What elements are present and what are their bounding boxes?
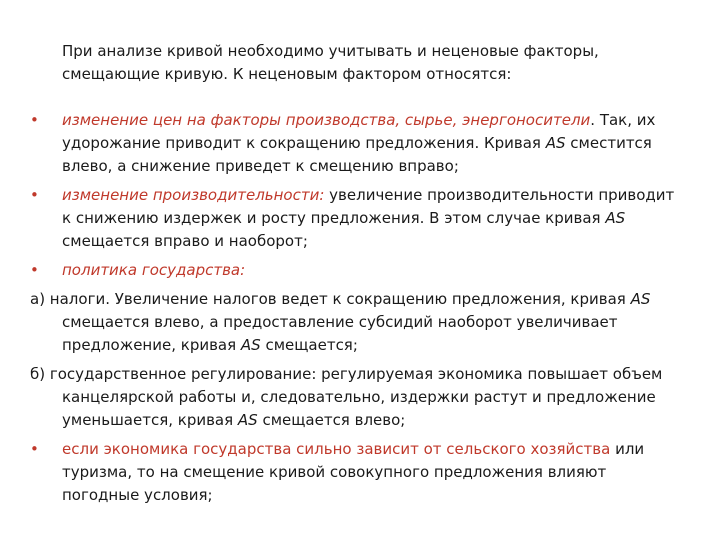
list-item-productivity (30, 184, 680, 253)
body-text: сместится влево, а снижение приведет к смещению вправо; (62, 134, 652, 175)
sub-item-regulation (30, 363, 680, 432)
intro-line-2: смещающие кривую. К неценовым фактором относятся: (62, 65, 512, 83)
bullet-icon: • (30, 111, 39, 129)
body-text: смещается влево; (257, 411, 406, 429)
highlight-text: изменение цен на факторы производства, сырье, энергоносители (62, 111, 591, 129)
body-text: увеличение производительности приводит к снижению издержек и росту предложения. В этом случае кривая (62, 186, 675, 227)
list-item-agriculture (30, 438, 680, 507)
body-text: смещается; (260, 336, 358, 354)
body-text: смещается влево, а предоставление субсидий наоборот увеличивает предложение, кривая (62, 313, 618, 354)
bullet-icon: • (30, 261, 39, 279)
body-text: а) налоги. Увеличение налогов ведет к сокращению предложения, кривая (30, 290, 631, 308)
curve-label: AS (630, 290, 651, 308)
bullet-icon: • (30, 186, 39, 204)
body-text: . Так, их удорожание приводит к сокращению предложения. Кривая (62, 111, 656, 152)
bullet-icon: • (30, 440, 39, 458)
intro-paragraph (30, 40, 680, 86)
body-text: б) государственное регулирование: регулируемая экономика повышает объем канцелярской работы и, следовательно, издержки растут и предложение уменьшается, кривая (30, 365, 663, 429)
highlight-text: изменение производительности: (62, 186, 325, 204)
highlight-text: если экономика государства сильно зависит от сельского хозяйства (62, 440, 611, 458)
body-text: смещается вправо и наоборот; (62, 232, 308, 250)
list-item-state-policy (30, 259, 680, 282)
highlight-text: политика государства: (62, 261, 246, 279)
curve-label: AS (605, 209, 626, 227)
curve-label: AS (237, 411, 258, 429)
curve-label: AS (240, 336, 261, 354)
body-text: или туризма, то на смещение кривой совокупного предложения влияют погодные условия; (62, 440, 645, 504)
sub-item-taxes (30, 288, 680, 357)
intro-line-1: При анализе кривой необходимо учитывать и неценовые факторы, (62, 42, 599, 60)
curve-label: AS (545, 134, 566, 152)
list-item-input-prices (30, 109, 680, 178)
